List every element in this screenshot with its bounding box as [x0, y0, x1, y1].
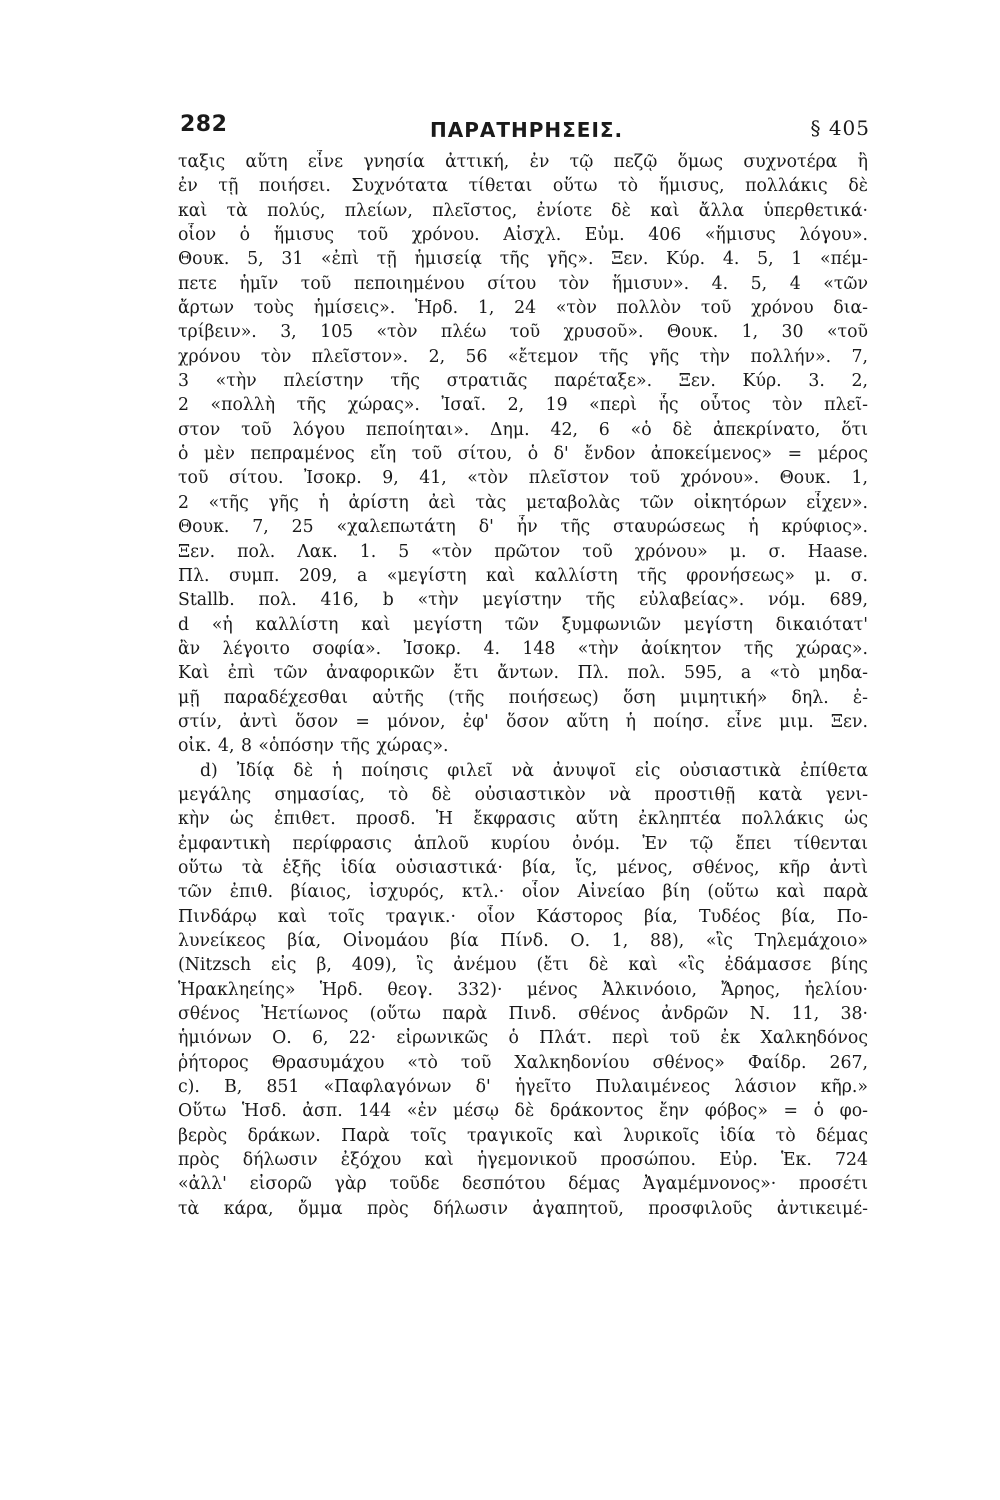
text-line: μῇ παραδέχεσθαι αὐτῆς (τῆς ποιήσεως) ὅση μιμητική» δηλ. ἐ-	[178, 687, 868, 708]
text-line: Θουκ. 7, 25 «χαλεπωτάτη δ' ἦν τῆς σταυρώσεως ἡ κρύφιος».	[178, 517, 868, 538]
text-line: κὴν ὡς ἐπιθετ. προσδ. Ἡ ἔκφρασις αὕτη ἐκληπτέα πολλάκις ὡς	[178, 809, 868, 830]
text-line: μεγάλης σημασίας, τὸ δὲ οὐσιαστικὸν νὰ προστιθῇ κατὰ γενι-	[178, 784, 868, 805]
text-line: 2 «πολλὴ τῆς χώρας». Ἰσαῖ. 2, 19 «περὶ ἧς οὗτος τὸν πλεῖ-	[178, 395, 868, 416]
text-line: καὶ τὰ πολύς, πλείων, πλεῖστος, ἐνίοτε δὲ καὶ ἄλλα ὑπερθετικά·	[178, 200, 868, 221]
text-line: Πλ. συμπ. 209, a «μεγίστη καὶ καλλίστη τῆς φρονήσεως» μ. σ.	[178, 565, 868, 586]
text-line: Stallb. πολ. 416, b «τὴν μεγίστην τῆς εὐλαβείας». νόμ. 689,	[178, 590, 868, 611]
text-line: χρόνου τὸν πλεῖστον». 2, 56 «ἔτεμον τῆς γῆς τὴν πολλήν». 7,	[178, 346, 868, 367]
text-line: στίν, ἀντὶ ὅσον = μόνον, ἐφ' ὅσον αὕτη ἡ ποίησ. εἶνε μιμ. Ξεν.	[178, 711, 868, 732]
text-line: βερὸς δράκων. Παρὰ τοῖς τραγικοῖς καὶ λυρικοῖς ἰδία τὸ δέμας	[178, 1125, 868, 1146]
text-line: (Nitzsch εἰς β, 409), ἲς ἀνέμου (ἔτι δὲ καὶ «ἲς ἐδάμασσε βίης	[178, 955, 868, 976]
text-line: c). Β, 851 «Παφλαγόνων δ' ἡγεῖτο Πυλαιμένεος λάσιον κῆρ.»	[178, 1077, 868, 1098]
text-line: «ἀλλ' εἰσορῶ γὰρ τοῦδε δεσπότου δέμας Ἀγαμέμνονος»· προσέτι	[178, 1174, 868, 1195]
text-line: τῶν ἐπιθ. βίαιος, ἰσχυρός, κτλ.· οἷον Αἰνείαο βίη (οὕτω καὶ παρὰ	[178, 882, 868, 903]
text-line: ἡμιόνων Ο. 6, 22· εἰρωνικῶς ὁ Πλάτ. περὶ τοῦ ἐκ Χαλκηδόνος	[178, 1028, 868, 1049]
text-line: Καὶ ἐπὶ τῶν ἀναφορικῶν ἔτι ἄντων. Πλ. πολ. 595, a «τὸ μηδα-	[178, 663, 868, 684]
text-line: οἰκ. 4, 8 «ὁπόσην τῆς χώρας».	[178, 736, 449, 757]
text-line: πετε ἡμῖν τοῦ πεποιημένου σίτου τὸν ἥμισυν». 4. 5, 4 «τῶν	[178, 273, 868, 294]
text-line: ἂν λέγοιτο σοφία». Ἰσοκρ. 4. 148 «τὴν ἀοίκητον τῆς χώρας».	[178, 638, 868, 659]
text-line: τοῦ σίτου. Ἰσοκρ. 9, 41, «τὸν πλεῖστον τοῦ χρόνου». Θουκ. 1,	[178, 468, 868, 489]
text-line: πρὸς δήλωσιν ἐξόχου καὶ ἡγεμονικοῦ προσώπου. Εὐρ. Ἑκ. 724	[178, 1150, 868, 1171]
text-line: ἄρτων τοὺς ἡμίσεις». Ἡρδ. 1, 24 «τὸν πολλὸν τοῦ χρόνου δια-	[178, 298, 868, 319]
text-line: Θουκ. 5, 31 «ἐπὶ τῇ ἡμισείᾳ τῆς γῆς». Ξεν. Κύρ. 4. 5, 1 «πέμ-	[178, 249, 868, 270]
text-line: 2 «τῆς γῆς ἡ ἀρίστη ἀεὶ τὰς μεταβολὰς τῶν οἰκητόρων εἶχεν».	[178, 492, 868, 513]
text-line: Οὕτω Ἡσδ. ἀσπ. 144 «ἐν μέσῳ δὲ δράκοντος ἔην φόβος» = ὁ φο-	[178, 1101, 868, 1122]
text-line: ἐν τῇ ποιήσει. Συχνότατα τίθεται οὕτω τὸ ἥμισυς, πολλάκις δὲ	[178, 176, 868, 197]
text-line: λυνείκεος βία, Οἰνομάου βία Πίνδ. Ο. 1, 88), «ἲς Τηλεμάχοιο»	[178, 931, 868, 951]
page-header	[180, 112, 880, 152]
running-title: ΠΑΡΑΤΗΡΗΣΕΙΣ.	[430, 118, 624, 142]
text-line: Ἡρακληείης» Ἡρδ. θεογ. 332)· μένος Ἀλκινόοιο, Ἄρηος, ἠελίου·	[178, 979, 868, 1000]
section-number: § 405	[810, 116, 870, 140]
page-number: 282	[180, 112, 228, 137]
text-line: τρίβειν». 3, 105 «τὸν πλέω τοῦ χρυσοῦ». Θουκ. 1, 30 «τοῦ	[178, 322, 868, 343]
text-line: Ξεν. πολ. Λακ. 1. 5 «τὸν πρῶτον τοῦ χρόνου» μ. σ. Haase.	[178, 541, 868, 562]
text-line: ταξις αὕτη εἶνε γνησία ἀττική, ἐν τῷ πεζῷ ὅμως συχνοτέρα ἢ	[178, 152, 868, 172]
text-line: σθένος Ἠετίωνος (οὕτω παρὰ Πινδ. σθένος ἀνδρῶν Ν. 11, 38·	[178, 1004, 868, 1025]
text-line: ἐμφαντικὴ περίφρασις ἁπλοῦ κυρίου ὀνόμ. Ἐν τῷ ἔπει τίθενται	[178, 833, 868, 854]
text-line: στον τοῦ λόγου πεποίηται». Δημ. 42, 6 «ὁ δὲ ἀπεκρίνατο, ὅτι	[178, 419, 868, 440]
text-line: τὰ κάρα, ὄμμα πρὸς δήλωσιν ἀγαπητοῦ, προσφιλοῦς ἀντικειμέ-	[178, 1198, 868, 1219]
text-line: d «ἡ καλλίστη καὶ μεγίστη τῶν ξυμφωνιῶν μεγίστη δικαιότατ'	[178, 614, 868, 635]
text-line: οἷον ὁ ἥμισυς τοῦ χρόνου. Αἰσχλ. Εὐμ. 406 «ἥμισυς λόγου».	[178, 225, 868, 246]
text-line: οὕτω τὰ ἑξῆς ἰδία οὐσιαστικά· βία, ἴς, μένος, σθένος, κῆρ ἀντὶ	[178, 857, 868, 878]
text-line: Πινδάρῳ καὶ τοῖς τραγικ.· οἷον Κάστορος βία, Τυδέος βία, Πο-	[178, 906, 868, 927]
text-line: ῥήτορος Θρασυμάχου «τὸ τοῦ Χαλκηδονίου σθένος» Φαίδρ. 267,	[178, 1052, 868, 1073]
paragraph-start-line: d) Ἰδίᾳ δὲ ἡ ποίησις φιλεῖ νὰ ἀνυψοῖ εἰς οὐσιαστικὰ ἐπίθετα	[200, 760, 868, 781]
body-text	[178, 150, 868, 1221]
text-line: ὁ μὲν πεπραμένος εἴη τοῦ σίτου, ὁ δ' ἔνδον ἀποκείμενος» = μέρος	[178, 444, 868, 465]
text-line: 3 «τὴν πλείστην τῆς στρατιᾶς παρέταξε». Ξεν. Κύρ. 3. 2,	[178, 371, 868, 392]
